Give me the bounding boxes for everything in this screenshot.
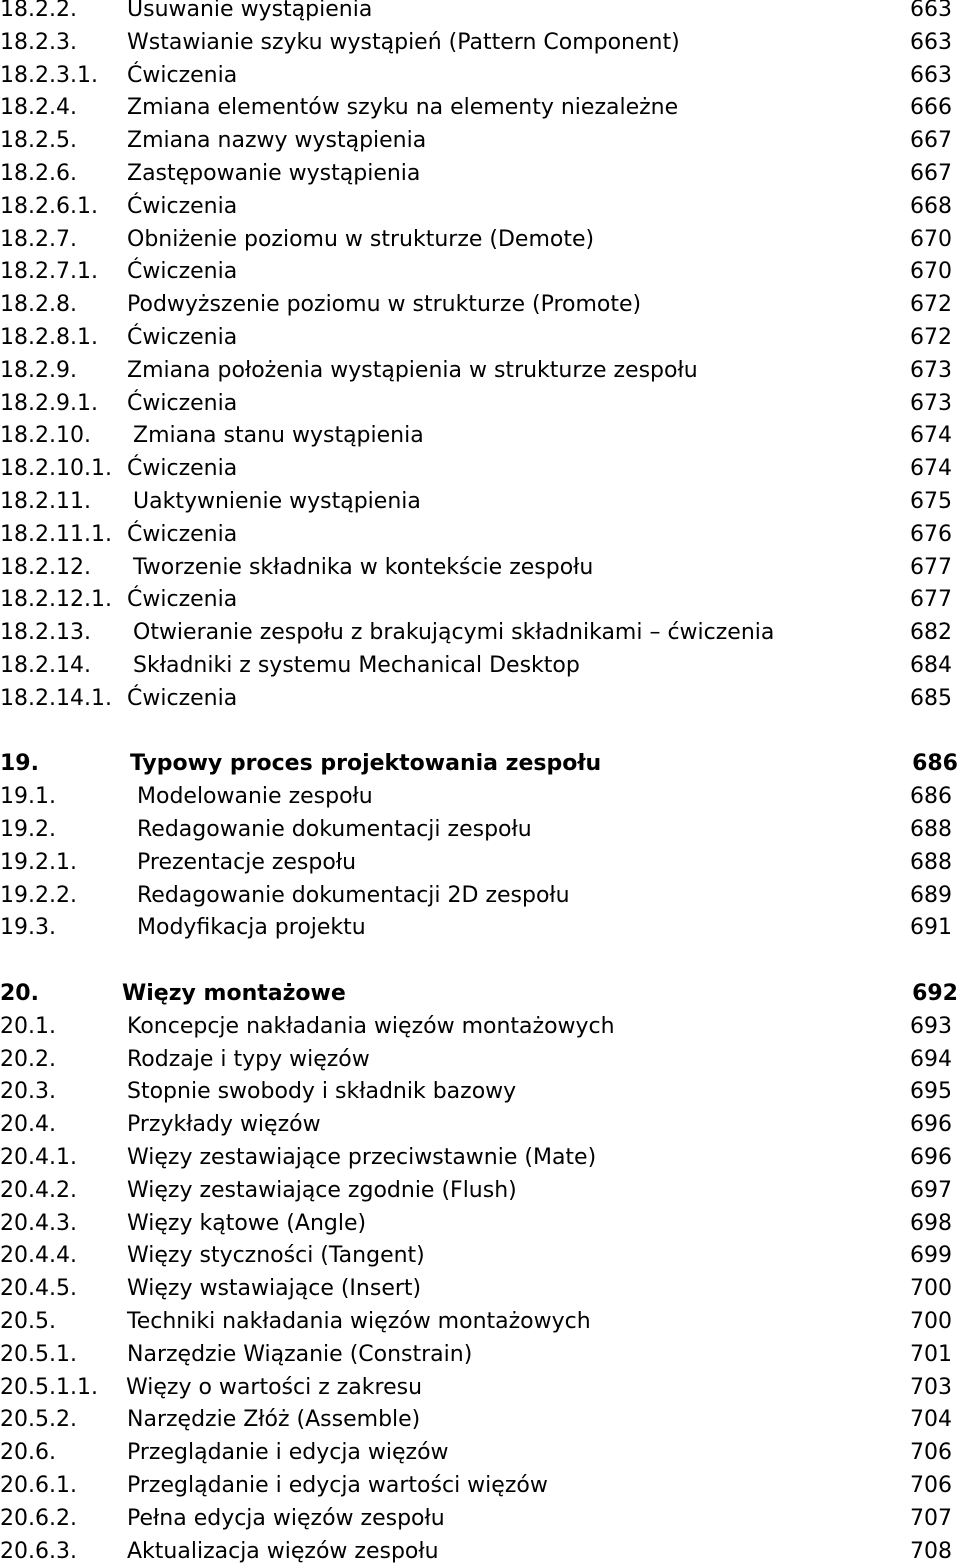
toc-entry-page: 704	[910, 1407, 952, 1433]
toc-entry-number: 20.4.	[0, 1112, 56, 1138]
toc-entry-page: 708	[910, 1538, 952, 1564]
toc-row	[0, 519, 960, 551]
toc-row	[0, 781, 960, 813]
toc-row	[0, 1076, 960, 1108]
toc-entry-page: 677	[910, 554, 952, 580]
toc-row	[0, 27, 960, 59]
toc-row	[0, 1142, 960, 1174]
toc-entry-page: 673	[910, 390, 952, 416]
toc-entry-number: 18.2.8.	[0, 292, 77, 318]
toc-row	[0, 584, 960, 616]
toc-entry-title: Techniki nakładania więzów montażowych	[127, 1309, 591, 1334]
toc-row	[0, 1044, 960, 1076]
toc-entry-number: 20.2.	[0, 1046, 56, 1072]
toc-entry-page: 684	[910, 653, 952, 678]
toc-entry-title: Redagowanie dokumentacji 2D zespołu	[137, 882, 570, 908]
toc-entry-page: 663	[910, 0, 952, 22]
toc-entry-page: 676	[910, 521, 952, 547]
toc-entry-number: 18.2.12.1.	[0, 587, 112, 613]
toc-entry-page: 695	[910, 1079, 952, 1105]
toc-entry-number: 20.5.	[0, 1309, 56, 1334]
toc-entry-page: 674	[910, 456, 952, 482]
toc-entry-title: Koncepcje nakładania więzów montażowych	[127, 1013, 615, 1039]
toc-entry-title: Zmiana nazwy wystąpienia	[127, 128, 427, 154]
toc-entry-page: 689	[910, 882, 952, 908]
toc-row	[0, 1470, 960, 1502]
toc-entry-number: 20.5.1.1.	[0, 1374, 98, 1400]
toc-entry-page: 700	[910, 1309, 952, 1334]
toc-entry-number: 18.2.5.	[0, 128, 77, 154]
toc-entry-title: Zmiana stanu wystąpienia	[133, 423, 424, 449]
toc-entry-number: 20.4.1.	[0, 1145, 77, 1170]
toc-entry-page: 699	[910, 1243, 952, 1269]
toc-entry-number: 19.2.1.	[0, 849, 77, 875]
toc-entry-title: Więzy montażowe	[122, 981, 346, 1006]
toc-chapter-row	[0, 748, 960, 780]
toc-entry-title: Usuwanie wystąpienia	[127, 0, 373, 22]
toc-entry-title: Tworzenie składnika w kontekście zespołu	[133, 554, 594, 580]
toc-entry-page: 692	[912, 981, 958, 1006]
toc-entry-title: Zmiana położenia wystąpienia w strukturze zespołu	[127, 357, 698, 383]
toc-row	[0, 1208, 960, 1240]
toc-row	[0, 1437, 960, 1469]
toc-entry-title: Ćwiczenia	[127, 685, 238, 711]
toc-entry-page: 668	[910, 193, 952, 219]
toc-entry-title: Ćwiczenia	[127, 259, 238, 285]
toc-entry-title: Więzy o wartości z zakresu	[126, 1374, 423, 1400]
toc-row	[0, 453, 960, 485]
toc-entry-number: 20.4.2.	[0, 1177, 77, 1203]
toc-entry-page: 670	[910, 226, 952, 252]
toc-row	[0, 420, 960, 452]
toc-entry-number: 20.6.1.	[0, 1473, 77, 1498]
toc-entry-title: Ćwiczenia	[127, 587, 238, 613]
toc-entry-page: 700	[910, 1276, 952, 1302]
toc-entry-number: 19.1.	[0, 784, 56, 810]
toc-entry-title: Więzy styczności (Tangent)	[127, 1243, 425, 1269]
toc-entry-title: Ćwiczenia	[127, 456, 238, 482]
toc-entry-page: 688	[910, 849, 952, 875]
toc-entry-page: 672	[910, 292, 952, 318]
toc-entry-page: 667	[910, 161, 952, 186]
toc-entry-number: 18.2.4.	[0, 95, 77, 121]
toc-entry-title: Obniżenie poziomu w strukturze (Demote)	[127, 226, 595, 252]
toc-entry-number: 18.2.12.	[0, 554, 91, 580]
toc-entry-number: 18.2.3.1.	[0, 62, 98, 88]
toc-entry-number: 19.2.2.	[0, 882, 77, 908]
toc-entry-title: Ćwiczenia	[127, 62, 238, 88]
toc-entry-page: 663	[910, 62, 952, 88]
toc-entry-number: 18.2.6.	[0, 161, 77, 186]
toc-row	[0, 1404, 960, 1436]
toc-entry-title: Otwieranie zespołu z brakującymi składnikami – ćwiczenia	[133, 620, 775, 646]
toc-entry-title: Stopnie swobody i składnik bazowy	[127, 1079, 517, 1105]
toc-entry-number: 20.5.1.	[0, 1341, 77, 1367]
toc-entry-page: 696	[910, 1145, 952, 1170]
toc-entry-title: Zastępowanie wystąpienia	[127, 161, 421, 186]
toc-row	[0, 1011, 960, 1043]
toc-row	[0, 1503, 960, 1535]
toc-entry-number: 19.3.	[0, 915, 56, 941]
toc-row	[0, 1273, 960, 1305]
toc-entry-title: Typowy proces projektowania zespołu	[130, 751, 602, 777]
toc-entry-page: 686	[910, 784, 952, 810]
toc-entry-page: 674	[910, 423, 952, 449]
toc-entry-title: Składniki z systemu Mechanical Desktop	[133, 653, 580, 678]
toc-entry-number: 20.	[0, 981, 39, 1006]
toc-entry-page: 696	[910, 1112, 952, 1138]
toc-entry-number: 20.1.	[0, 1013, 56, 1039]
toc-entry-number: 18.2.7.1.	[0, 259, 98, 285]
toc-entry-title: Pełna edycja więzów zespołu	[127, 1505, 445, 1531]
toc-entry-title: Modyfikacja projektu	[137, 915, 366, 941]
toc-entry-title: Modelowanie zespołu	[137, 784, 373, 810]
toc-entry-number: 18.2.3.	[0, 29, 77, 55]
toc-entry-title: Więzy zestawiające zgodnie (Flush)	[127, 1177, 517, 1203]
toc-row	[0, 683, 960, 715]
toc-entry-page: 675	[910, 489, 952, 514]
toc-entry-page: 703	[910, 1374, 952, 1400]
toc-entry-title: Zmiana elementów szyku na elementy niezależne	[127, 95, 679, 121]
toc-entry-number: 20.4.4.	[0, 1243, 77, 1269]
toc-entry-page: 663	[910, 29, 952, 55]
toc-chapter-row	[0, 978, 960, 1010]
toc-entry-page: 677	[910, 587, 952, 613]
toc-entry-title: Narzędzie Wiązanie (Constrain)	[127, 1341, 473, 1367]
toc-entry-number: 18.2.14.1.	[0, 685, 112, 711]
toc-row	[0, 814, 960, 846]
toc-entry-page: 686	[912, 751, 958, 777]
toc-row	[0, 224, 960, 256]
toc-entry-title: Rodzaje i typy więzów	[127, 1046, 370, 1072]
toc-entry-page: 701	[910, 1341, 952, 1367]
toc-row	[0, 1109, 960, 1141]
toc-entry-number: 20.6.3.	[0, 1538, 77, 1564]
toc-entry-page: 667	[910, 128, 952, 154]
toc-entry-page: 666	[910, 95, 952, 121]
toc-entry-page: 691	[910, 915, 952, 941]
toc-entry-title: Więzy kątowe (Angle)	[127, 1210, 367, 1236]
toc-entry-title: Prezentacje zespołu	[137, 849, 357, 875]
toc-row	[0, 388, 960, 420]
toc-row	[0, 322, 960, 354]
toc-row	[0, 92, 960, 124]
toc-entry-number: 19.	[0, 751, 39, 777]
toc-entry-title: Ćwiczenia	[127, 390, 238, 416]
toc-entry-title: Podwyższenie poziomu w strukturze (Promote)	[127, 292, 642, 318]
toc-row	[0, 158, 960, 190]
toc-entry-title: Redagowanie dokumentacji zespołu	[137, 817, 532, 842]
toc-entry-page: 672	[910, 325, 952, 350]
toc-entry-title: Wstawianie szyku wystąpień (Pattern Component)	[127, 29, 680, 55]
toc-entry-title: Przeglądanie i edycja wartości więzów	[127, 1473, 548, 1498]
toc-row	[0, 256, 960, 288]
toc-entry-page: 706	[910, 1440, 952, 1466]
toc-row	[0, 1240, 960, 1272]
toc-entry-page: 670	[910, 259, 952, 285]
toc-entry-title: Narzędzie Złóż (Assemble)	[127, 1407, 421, 1433]
toc-row	[0, 847, 960, 879]
toc-entry-title: Aktualizacja więzów zespołu	[127, 1538, 439, 1564]
toc-row	[0, 355, 960, 387]
toc-entry-title: Ćwiczenia	[127, 325, 238, 350]
toc-entry-number: 18.2.11.	[0, 489, 91, 514]
toc-row	[0, 191, 960, 223]
toc-entry-page: 685	[910, 685, 952, 711]
toc-entry-number: 20.5.2.	[0, 1407, 77, 1433]
toc-entry-page: 698	[910, 1210, 952, 1236]
toc-entry-number: 18.2.14.	[0, 653, 91, 678]
toc-entry-number: 18.2.8.1.	[0, 325, 98, 350]
toc-entry-title: Więzy wstawiające (Insert)	[127, 1276, 422, 1302]
toc-row	[0, 552, 960, 584]
toc-entry-title: Więzy zestawiające przeciwstawnie (Mate)	[127, 1145, 597, 1170]
toc-row	[0, 880, 960, 912]
toc-entry-number: 19.2.	[0, 817, 56, 842]
toc-entry-number: 18.2.10.1.	[0, 456, 112, 482]
toc-entry-title: Przeglądanie i edycja więzów	[127, 1440, 449, 1466]
toc-entry-number: 20.6.	[0, 1440, 56, 1466]
toc-row	[0, 60, 960, 92]
toc-entry-number: 18.2.9.	[0, 357, 77, 383]
toc-row	[0, 1536, 960, 1568]
toc-row	[0, 650, 960, 682]
toc-row	[0, 289, 960, 321]
toc-row	[0, 125, 960, 157]
toc-entry-title: Ćwiczenia	[127, 521, 238, 547]
toc-entry-page: 706	[910, 1473, 952, 1498]
toc-entry-number: 20.4.5.	[0, 1276, 77, 1302]
toc-row	[0, 0, 960, 26]
toc-entry-title: Ćwiczenia	[127, 193, 238, 219]
toc-entry-title: Przykłady więzów	[127, 1112, 321, 1138]
toc-row	[0, 486, 960, 518]
toc-entry-number: 18.2.13.	[0, 620, 91, 646]
toc-entry-page: 682	[910, 620, 952, 646]
toc-entry-title: Uaktywnienie wystąpienia	[133, 489, 421, 514]
toc-entry-page: 673	[910, 357, 952, 383]
toc-entry-number: 18.2.9.1.	[0, 390, 98, 416]
toc-entry-number: 18.2.11.1.	[0, 521, 112, 547]
toc-entry-number: 20.6.2.	[0, 1505, 77, 1531]
toc-row	[0, 1372, 960, 1404]
toc-entry-number: 18.2.6.1.	[0, 193, 98, 219]
toc-row	[0, 1339, 960, 1371]
toc-row	[0, 1175, 960, 1207]
toc-entry-page: 694	[910, 1046, 952, 1072]
toc-row	[0, 617, 960, 649]
toc-entry-number: 20.4.3.	[0, 1210, 77, 1236]
toc-entry-page: 693	[910, 1013, 952, 1039]
toc-entry-number: 18.2.10.	[0, 423, 91, 449]
toc-entry-page: 697	[910, 1177, 952, 1203]
toc-entry-page: 707	[910, 1505, 952, 1531]
toc-row	[0, 912, 960, 944]
toc-entry-number: 18.2.7.	[0, 226, 77, 252]
toc-entry-number: 20.3.	[0, 1079, 56, 1105]
toc-entry-page: 688	[910, 817, 952, 842]
toc-row	[0, 1306, 960, 1338]
toc-entry-number: 18.2.2.	[0, 0, 77, 22]
